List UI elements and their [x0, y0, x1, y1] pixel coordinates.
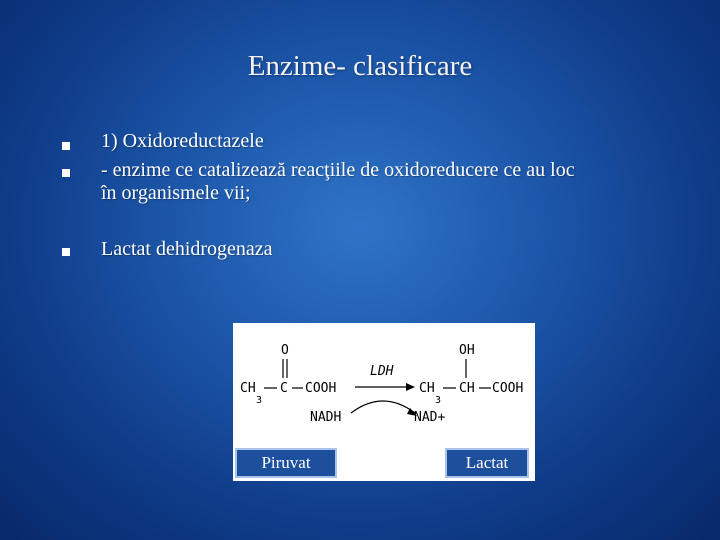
pyruvate-carbon: C — [280, 381, 288, 396]
pyruvate-cooh: COOH — [305, 381, 337, 396]
slide-title: Enzime- clasificare — [247, 50, 473, 82]
lactate-sub: 3 — [435, 395, 442, 406]
cofactor-nad: NAD+ — [414, 410, 446, 425]
enzyme-label: LDH — [370, 364, 394, 379]
lactat-label: Lactat — [445, 448, 529, 478]
pyruvate-ch: CH — [240, 381, 256, 396]
piruvat-label: Piruvat — [235, 448, 337, 478]
pyruvate-oxygen: O — [281, 343, 289, 358]
bullet-text-ldh: Lactat dehidrogenaza — [101, 238, 273, 260]
bullet-marker — [62, 169, 70, 177]
bullet-marker — [62, 142, 70, 150]
lactate-carbon: CH — [459, 381, 475, 396]
cofactor-nadh: NADH — [310, 410, 342, 425]
lactate-ch: CH — [419, 381, 435, 396]
bullet-text-oxidoreductazele: 1) Oxidoreductazele — [101, 130, 264, 152]
bullet-text-definition-continuation: în organismele vii; — [101, 182, 251, 204]
bullet-text-definition: - enzime ce catalizează reacţiile de oxidoreducere ce au loc — [101, 159, 575, 181]
bullet-marker — [62, 248, 70, 256]
pyruvate-sub: 3 — [256, 395, 263, 406]
lactate-hydroxyl: OH — [459, 343, 475, 358]
lactate-cooh: COOH — [492, 381, 524, 396]
